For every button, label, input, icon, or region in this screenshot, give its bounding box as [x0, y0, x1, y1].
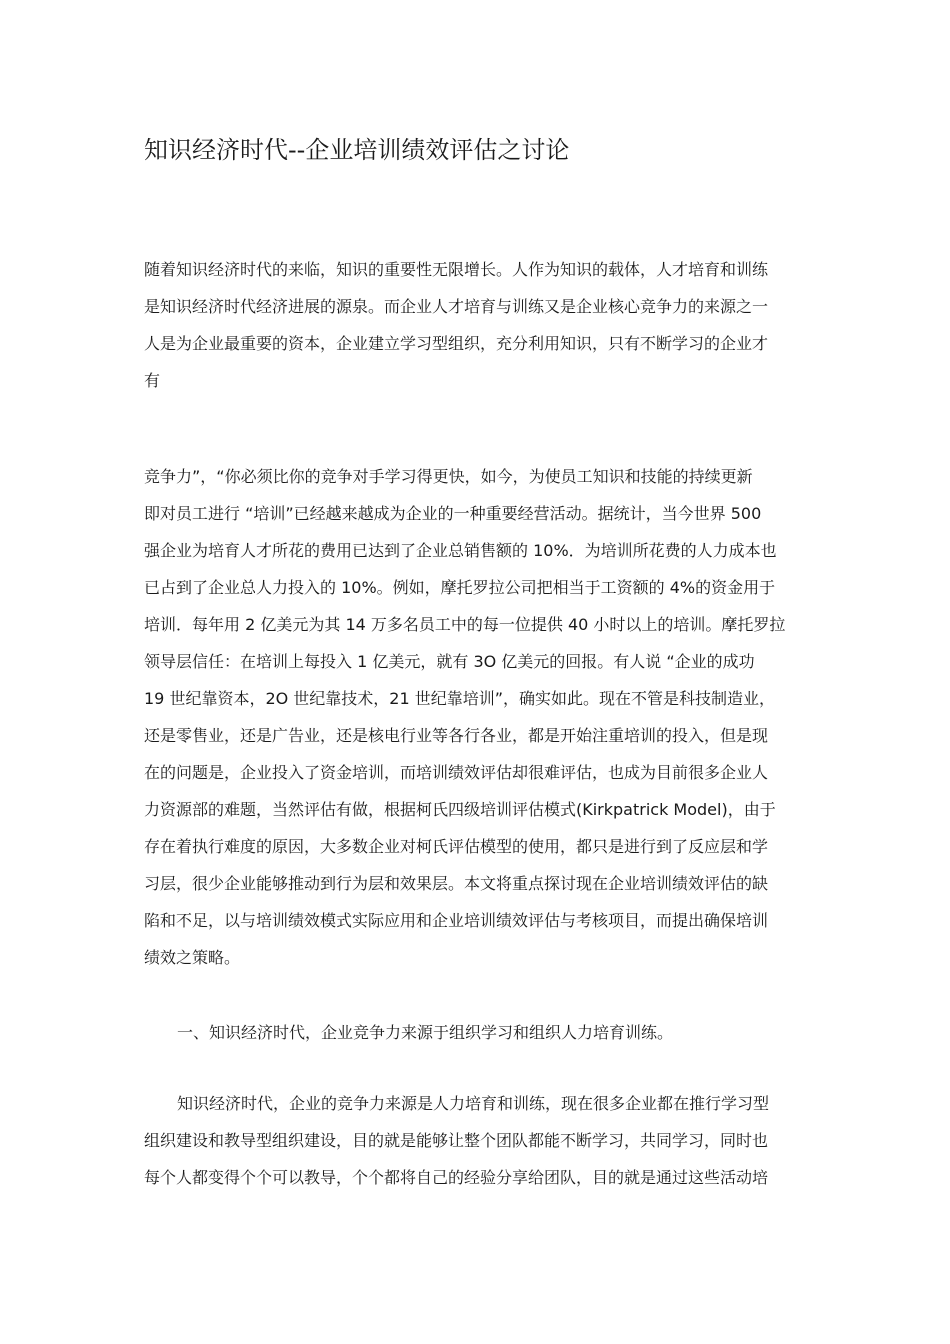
text-line: 知识经济时代，企业的竞争力来源是人力培育和训练，现在很多企业都在推行学习型 — [177, 1094, 770, 1113]
text-line: 在的问题是，企业投入了资金培训，而培训绩效评估却很难评估，也成为目前很多企业人 — [144, 763, 769, 782]
text-line: 已占到了企业总人力投入的 10%。例如，摩托罗拉公司把相当于工资额的 4%的资金用于 — [144, 578, 776, 597]
text-line: 培训．每年用 2 亿美元为其 14 万多名员工中的每一位提供 40 小时以上的培训。摩托罗拉 — [144, 615, 786, 634]
text-line: 人是为企业最重要的资本，企业建立学习型组织，充分利用知识，只有不断学习的企业才 — [144, 334, 769, 353]
text-line: 即对员工进行 “培训”已经越来越成为企业的一种重要经营活动。据统计，当今世界 500 — [144, 504, 762, 523]
text-line: 习层，很少企业能够推动到行为层和效果层。本文将重点探讨现在企业培训绩效评估的缺 — [144, 874, 769, 893]
text-line: 19 世纪靠资本，2O 世纪靠技术，21 世纪靠培训”，确实如此。现在不管是科技制造业， — [144, 689, 776, 708]
text-line: 是知识经济时代经济进展的源泉。而企业人才培育与训练又是企业核心竞争力的来源之一 — [144, 297, 769, 316]
text-line: 陷和不足，以与培训绩效模式实际应用和企业培训绩效评估与考核项目，而提出确保培训 — [144, 911, 769, 930]
section-heading-text: 一、知识经济时代，企业竞争力来源于组织学习和组织人力培育训练。 — [177, 1023, 674, 1042]
text-line: 随着知识经济时代的来临，知识的重要性无限增长。人作为知识的载体，人才培育和训练 — [144, 260, 769, 279]
text-line: 组织建设和教导型组织建设，目的就是能够让整个团队都能不断学习，共同学习，同时也 — [144, 1131, 769, 1150]
paragraph-intro — [144, 251, 814, 399]
section-heading-1 — [144, 1014, 814, 1051]
text-line: 领导层信任：在培训上每投入 1 亿美元，就有 3O 亿美元的回报。有人说 “企业的成功 — [144, 652, 755, 671]
text-line: 绩效之策略。 — [144, 948, 241, 967]
text-line: 存在着执行难度的原因，大多数企业对柯氏评估模型的使用，都只是进行到了反应层和学 — [144, 837, 769, 856]
document-title: 知识经济时代--企业培训绩效评估之讨论 — [144, 136, 570, 164]
paragraph-training-statistics — [144, 458, 814, 976]
text-line: 强企业为培育人才所花的费用已达到了企业总销售额的 10%．为培训所花费的人力成本也 — [144, 541, 777, 560]
text-line: 力资源部的难题，当然评估有做，根据柯氏四级培训评估模式(Kirkpatrick Model)，由于 — [144, 800, 776, 819]
text-line: 竞争力”，“你必须比你的竞争对手学习得更快，如今，为使员工知识和技能的持续更新 — [144, 467, 753, 486]
paragraph-section-1 — [144, 1085, 814, 1196]
text-line: 每个人都变得个个可以教导，个个都将自己的经验分享给团队，目的就是通过这些活动培 — [144, 1168, 769, 1187]
text-line: 有 — [144, 371, 161, 390]
text-line: 还是零售业，还是广告业，还是核电行业等各行各业，都是开始注重培训的投入，但是现 — [144, 726, 769, 745]
